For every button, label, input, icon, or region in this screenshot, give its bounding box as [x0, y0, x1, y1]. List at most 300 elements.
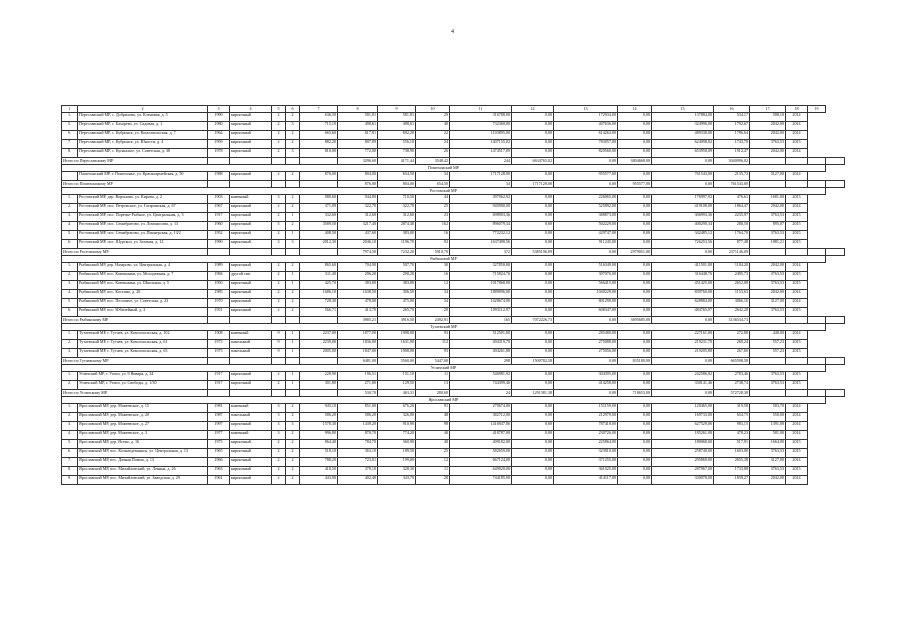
data-cell: 3763,53: [750, 308, 786, 317]
data-cell: 2874,40: [378, 222, 416, 231]
data-cell: 3.: [62, 422, 78, 431]
data-cell: 1733,88: [714, 467, 750, 476]
data-cell: 2: [272, 458, 286, 467]
data-cell: 2: [272, 372, 286, 381]
district-group-row: [62, 256, 845, 263]
data-cell: 2.: [62, 413, 78, 422]
data-cell: 185261,00: [652, 431, 714, 440]
data-cell: каменный: [230, 431, 272, 440]
column-number: 8: [338, 106, 378, 113]
address-cell: Переславский МР, с. Кубринск, ул. Комсомольская, д. 7: [78, 131, 208, 140]
data-cell: 2: [272, 213, 286, 222]
district-total-row: [62, 249, 845, 256]
data-cell: 34: [416, 299, 450, 308]
data-cell: 864,40: [300, 440, 338, 449]
address-cell: Тутаевский МР, г. Тутаев, ул. Комсомольская, д. 102: [78, 331, 208, 340]
data-cell: 2135,72: [714, 172, 750, 181]
data-cell: 172934,00: [554, 113, 618, 122]
data-cell: 5.: [62, 440, 78, 449]
data-cell: 0,00: [512, 149, 554, 158]
data-cell: 2042,00: [750, 122, 786, 131]
data-cell: 8.: [62, 149, 78, 158]
data-cell: 0,00: [512, 140, 554, 149]
data-cell: 0,00: [618, 113, 652, 122]
total-cell: 0,00: [652, 181, 714, 188]
data-cell: 5.: [62, 231, 78, 240]
data-cell: 0,00: [618, 140, 652, 149]
data-cell: кирпичный: [230, 240, 272, 249]
total-cell: [786, 158, 808, 165]
data-cell: 851,00: [338, 404, 378, 413]
data-cell: 311,40: [300, 272, 338, 281]
data-cell: 665,60: [300, 131, 338, 140]
data-cell: 772,00: [338, 149, 378, 158]
data-cell: 2738,74: [714, 381, 750, 390]
data-cell: 1908: [208, 331, 230, 340]
total-cell: 761543,00: [714, 181, 750, 188]
data-cell: 13: [416, 381, 450, 390]
address-cell: Рыбинский МР, пос. Каменники, ул. Школьная, д. 5: [78, 281, 208, 290]
data-cell: [62, 172, 78, 181]
data-cell: 3.: [62, 349, 78, 358]
district-group-row: [62, 365, 845, 372]
data-cell: 6.: [62, 240, 78, 249]
data-cell: 0,00: [618, 231, 652, 240]
address-cell: Тутаевский МР, г. Тутаев, ул. Комсомольская, д. 61: [78, 340, 208, 349]
total-cell: [272, 358, 286, 365]
data-cell: 26: [416, 149, 450, 158]
address-cell: Ярославский МР, дер. Ясено, д. 16: [78, 440, 208, 449]
data-cell: 3127,00: [750, 299, 786, 308]
data-cell: 896079,34: [450, 222, 512, 231]
data-cell: 425,70: [300, 281, 338, 290]
data-cell: 361025,00: [554, 467, 618, 476]
column-number: 1: [62, 106, 78, 113]
data-cell: 1196,70: [378, 240, 416, 249]
data-cell: кирпичный: [230, 381, 272, 390]
data-cell: 12: [416, 458, 450, 467]
data-cell: 8.: [62, 467, 78, 476]
data-cell: 451425,00: [652, 281, 714, 290]
data-cell: 0,00: [512, 458, 554, 467]
data-cell: 443,90: [300, 476, 338, 485]
data-cell: 169733,00: [652, 413, 714, 422]
data-cell: 137884,00: [652, 113, 714, 122]
data-cell: 1103895,00: [450, 131, 512, 140]
data-cell: 617,81: [338, 131, 378, 140]
data-cell: 7.: [62, 458, 78, 467]
total-cell: 2979051,00: [618, 249, 652, 256]
data-cell: 649020,00: [450, 467, 512, 476]
total-cell: 1500782,58: [512, 358, 554, 365]
data-cell: 1638,50: [338, 290, 378, 299]
data-cell: 1686,10: [300, 290, 338, 299]
data-cell: 3.: [62, 213, 78, 222]
data-cell: 0,00: [512, 340, 554, 349]
data-cell: 24: [416, 140, 450, 149]
address-cell: Угличский МР, г. Углич, ул. 9 Января, д. 34: [78, 372, 208, 381]
data-cell: 275088,00: [554, 340, 618, 349]
total-cell: 3916,50: [378, 317, 416, 324]
total-cell: [286, 358, 300, 365]
table-row: [62, 331, 845, 340]
total-cell: [826, 249, 845, 256]
total-cell: 804,00: [378, 181, 416, 188]
total-cell: [300, 390, 338, 397]
total-cell: [208, 390, 230, 397]
total-cell: 7072226,73: [512, 317, 554, 324]
data-cell: 2014: [786, 413, 808, 422]
district-name: Пошехонский МР: [62, 165, 826, 172]
data-cell: 1681,00: [750, 195, 786, 204]
address-cell: Ярославский МР, пос. Дачная Помма, д. 13: [78, 458, 208, 467]
data-cell: 557,23: [750, 349, 786, 358]
data-cell: 40: [416, 440, 450, 449]
column-number: 9: [378, 106, 416, 113]
data-cell: 2015: [786, 213, 808, 222]
data-cell: 306,50: [378, 290, 416, 299]
table-row: [62, 449, 845, 458]
data-cell: 1.: [62, 331, 78, 340]
data-cell: 265,70: [378, 308, 416, 317]
address-cell: Ростовский МР, пос. Поречье-Рыбное, ул. Центральная, д. 3: [78, 213, 208, 222]
data-cell: 1416947,06: [450, 422, 512, 431]
data-cell: 944,80: [338, 195, 378, 204]
data-cell: 1428674,00: [450, 299, 512, 308]
data-cell: 0,00: [618, 263, 652, 272]
data-cell: 1970: [208, 299, 230, 308]
data-cell: 2655,38: [714, 458, 750, 467]
data-cell: кирпичный: [230, 263, 272, 272]
data-cell: кирпичный: [230, 449, 272, 458]
data-cell: 332,60: [300, 213, 338, 222]
data-cell: 2: [286, 140, 300, 149]
address-cell: Рыбинский МР, пос. Юбилейный, д. 2: [78, 308, 208, 317]
total-cell: [272, 317, 286, 324]
data-cell: панельный: [230, 413, 272, 422]
data-cell: 2015: [786, 281, 808, 290]
data-cell: 1964: [208, 131, 230, 140]
data-cell: 774,20: [378, 431, 416, 440]
data-cell: 9: [272, 349, 286, 358]
column-number: 19: [808, 106, 826, 113]
total-cell: 3695685,00: [618, 317, 652, 324]
data-cell: 484765,97: [652, 308, 714, 317]
total-cell: 835180,00: [618, 358, 652, 365]
total-cell: [808, 181, 826, 188]
table-row: [62, 413, 845, 422]
data-cell: панельный: [230, 349, 272, 358]
data-cell: 2: [272, 290, 286, 299]
data-cell: 2014: [786, 204, 808, 213]
total-cell: [808, 390, 826, 397]
data-cell: 151,10: [378, 372, 416, 381]
data-cell: 772232,12: [450, 231, 512, 240]
total-cell: [272, 181, 286, 188]
data-cell: 2: [272, 449, 286, 458]
data-cell: 2014: [786, 422, 808, 431]
total-cell: [208, 317, 230, 324]
data-cell: 413,70: [338, 308, 378, 317]
address-cell: Рыбинский МР, дер. Назарово, ул. Центральная, д. 4: [78, 263, 208, 272]
data-cell: 2015: [786, 449, 808, 458]
table-row: [62, 422, 845, 431]
data-cell: кирпичный: [230, 290, 272, 299]
total-cell: [230, 390, 272, 397]
total-cell: 2492,91: [416, 317, 450, 324]
data-cell: 1664,00: [750, 440, 786, 449]
data-cell: 498,61: [378, 122, 416, 131]
data-cell: 330078,00: [652, 476, 714, 485]
data-cell: 4.: [62, 290, 78, 299]
data-cell: 0,00: [512, 381, 554, 390]
data-cell: 0,00: [618, 404, 652, 413]
data-cell: 330141,46: [652, 381, 714, 390]
data-cell: 414258,00: [554, 381, 618, 390]
total-cell: 244: [450, 158, 512, 165]
data-cell: 23: [416, 213, 450, 222]
district-group-row: [62, 165, 845, 172]
data-cell: 0,00: [618, 204, 652, 213]
column-number: 3: [208, 106, 230, 113]
data-cell: 3763,53: [750, 213, 786, 222]
data-cell: 788,20: [300, 458, 338, 467]
data-cell: 2014: [786, 113, 808, 122]
data-cell: 0,00: [618, 449, 652, 458]
table-row: [62, 204, 845, 213]
data-cell: 787418,00: [554, 422, 618, 431]
data-cell: 30: [416, 263, 450, 272]
data-cell: 1980: [208, 122, 230, 131]
data-cell: 0,00: [512, 299, 554, 308]
data-cell: 2: [286, 195, 300, 204]
data-cell: 176997,92: [652, 195, 714, 204]
column-number: 14: [618, 106, 652, 113]
data-cell: 1049229,00: [554, 290, 618, 299]
data-cell: 2014: [786, 263, 808, 272]
data-cell: 955577,00: [554, 172, 618, 181]
data-cell: 516349,00: [554, 263, 618, 272]
data-cell: 324996,00: [652, 122, 714, 131]
data-cell: 2652,08: [714, 281, 750, 290]
table-row: [62, 458, 845, 467]
address-cell: Ярославский МР, дер. Мокеевское, д. 15: [78, 404, 208, 413]
data-cell: 744399,46: [450, 381, 512, 390]
data-cell: 319,58: [714, 404, 750, 413]
data-cell: 0,00: [618, 308, 652, 317]
data-cell: 409182,00: [450, 440, 512, 449]
data-cell: 25: [416, 204, 450, 213]
data-cell: 1: [286, 340, 300, 349]
column-number: 6: [286, 106, 300, 113]
data-cell: 2015: [786, 272, 808, 281]
data-cell: 704,90: [338, 263, 378, 272]
data-cell: 1.: [62, 195, 78, 204]
table-row: [62, 213, 845, 222]
data-cell: 242586,92: [652, 372, 714, 381]
data-cell: 1407155,02: [450, 140, 512, 149]
data-cell: 0,00: [512, 222, 554, 231]
data-cell: 2014: [786, 122, 808, 131]
data-cell: 2: [272, 476, 286, 485]
data-cell: кирпичный: [230, 222, 272, 231]
total-cell: [808, 317, 826, 324]
total-cell: [786, 390, 808, 397]
column-number: 13: [554, 106, 618, 113]
column-number: 18: [786, 106, 808, 113]
data-cell: 654,50: [378, 172, 416, 181]
district-total-row: [62, 181, 845, 188]
data-cell: 2: [272, 113, 286, 122]
data-cell: 1439,20: [338, 422, 378, 431]
data-cell: 2015: [786, 440, 808, 449]
data-cell: 512501,00: [450, 331, 512, 340]
data-cell: 1717128,00: [450, 172, 512, 181]
total-cell: [750, 358, 786, 365]
address-cell: Ростовский МР, пос. Шурскол, ул. Зеленая, д. 12: [78, 240, 208, 249]
data-cell: 34: [416, 290, 450, 299]
table-row: [62, 349, 845, 358]
data-cell: 1965: [208, 449, 230, 458]
data-cell: 0,00: [512, 195, 554, 204]
address-cell: Ярославский МР, дер. Мокеевское, д. 20: [78, 413, 208, 422]
data-cell: 275056,00: [554, 349, 618, 358]
data-cell: 301,80: [300, 381, 338, 390]
data-cell: 22: [416, 131, 450, 140]
total-cell: [230, 249, 272, 256]
total-cell: [786, 181, 808, 188]
address-cell: Ярославский МР, дер. Мокеевское, д. 3: [78, 431, 208, 440]
total-label: Итого по Угличскому МР: [62, 390, 208, 397]
data-cell: кирпичный: [230, 281, 272, 290]
data-cell: 2042,00: [750, 149, 786, 158]
data-cell: 418787,00: [450, 431, 512, 440]
data-cell: 2014: [786, 476, 808, 485]
data-cell: 0,00: [618, 372, 652, 381]
data-cell: 419108,00: [652, 204, 714, 213]
total-cell: [286, 158, 300, 165]
district-name: Ростовский МР: [62, 188, 826, 195]
data-cell: 322,70: [338, 204, 378, 213]
data-cell: 6.: [62, 308, 78, 317]
data-cell: 1908,00: [378, 349, 416, 358]
total-cell: [286, 249, 300, 256]
data-cell: 2: [272, 172, 286, 181]
data-cell: 1.: [62, 404, 78, 413]
table-row: [62, 222, 845, 231]
data-cell: 801290,00: [554, 299, 618, 308]
district-total-row: [62, 158, 845, 165]
data-cell: 2014: [786, 290, 808, 299]
total-cell: [808, 358, 826, 365]
data-cell: 820560,00: [554, 149, 618, 158]
data-cell: 382712,00: [450, 413, 512, 422]
data-cell: 3127,00: [750, 458, 786, 467]
data-cell: 92: [416, 240, 450, 249]
total-cell: 0,00: [554, 317, 618, 324]
data-cell: 1912,47: [714, 149, 750, 158]
data-cell: 2014: [786, 458, 808, 467]
total-cell: [300, 317, 338, 324]
total-label: Итого по Переславскому МР: [62, 158, 208, 165]
data-cell: 5.: [62, 122, 78, 131]
data-cell: 581,81: [378, 113, 416, 122]
table-row: [62, 404, 845, 413]
column-number: 12: [512, 106, 554, 113]
data-cell: 304395,00: [554, 372, 618, 381]
data-cell: 556,10: [378, 140, 416, 149]
data-cell: 2005,00: [300, 349, 338, 358]
data-cell: 692,20: [378, 131, 416, 140]
data-cell: 1792,67: [714, 122, 750, 131]
data-cell: каменный: [230, 331, 272, 340]
data-cell: 407636,00: [554, 122, 618, 131]
data-cell: 476,61: [714, 195, 750, 204]
data-cell: 1743,70: [714, 140, 750, 149]
data-cell: 518,10: [300, 449, 338, 458]
data-cell: 588,10: [750, 113, 786, 122]
data-cell: 804,00: [338, 172, 378, 181]
address-cell: Переславский МР, с. Кубринск, ул. Юности, д. 4: [78, 140, 208, 149]
total-cell: 0,00: [554, 181, 618, 188]
data-cell: 1977: [208, 431, 230, 440]
data-cell: 810,00: [300, 149, 338, 158]
data-cell: 1474517,09: [450, 149, 512, 158]
address-cell: Тутаевский МР, г. Тутаев, ул. Комсомольская, д. 63: [78, 349, 208, 358]
data-cell: 1637498,56: [450, 240, 512, 249]
data-cell: 1973: [208, 340, 230, 349]
total-cell: 1717128,00: [512, 181, 554, 188]
data-cell: 1877,00: [338, 331, 378, 340]
data-cell: 0,00: [512, 281, 554, 290]
data-cell: 2237,00: [300, 331, 338, 340]
total-label: Итого по Рыбинскому МР: [62, 317, 208, 324]
data-cell: 0,00: [618, 149, 652, 158]
data-cell: 312,60: [378, 213, 416, 222]
total-label: Итого по Пошехонскому МР: [62, 181, 208, 188]
data-cell: 1786,64: [714, 131, 750, 140]
district-total-row: [62, 390, 845, 397]
table-row: [62, 149, 845, 158]
data-cell: 151159,00: [554, 404, 618, 413]
data-cell: 383,80: [378, 281, 416, 290]
data-cell: 16: [416, 231, 450, 240]
data-cell: 3763,53: [750, 449, 786, 458]
data-cell: 2014: [786, 131, 808, 140]
data-cell: 1985: [208, 290, 230, 299]
data-cell: 1961: [208, 476, 230, 485]
data-cell: 1951: [208, 308, 230, 317]
data-cell: 502229,00: [554, 222, 618, 231]
data-cell: кирпичный: [230, 458, 272, 467]
data-cell: 2942,00: [750, 204, 786, 213]
address-cell: Ярославский МР, дер. Мокеевское, д. 27: [78, 422, 208, 431]
data-cell: 9: [272, 331, 286, 340]
data-cell: 93: [416, 349, 450, 358]
data-cell: 534,17: [714, 113, 750, 122]
data-cell: 1966: [208, 458, 230, 467]
data-cell: 1990: [208, 240, 230, 249]
data-cell: 180068,00: [652, 440, 714, 449]
table-row: [62, 272, 845, 281]
data-cell: 225864,00: [554, 440, 618, 449]
total-cell: [300, 249, 338, 256]
address-cell: Рыбинский МР, пос. Костино, д. 20: [78, 290, 208, 299]
data-cell: 5.: [62, 299, 78, 308]
data-cell: 1963: [208, 467, 230, 476]
data-cell: 1.: [62, 113, 78, 122]
data-cell: 1631,00: [378, 340, 416, 349]
